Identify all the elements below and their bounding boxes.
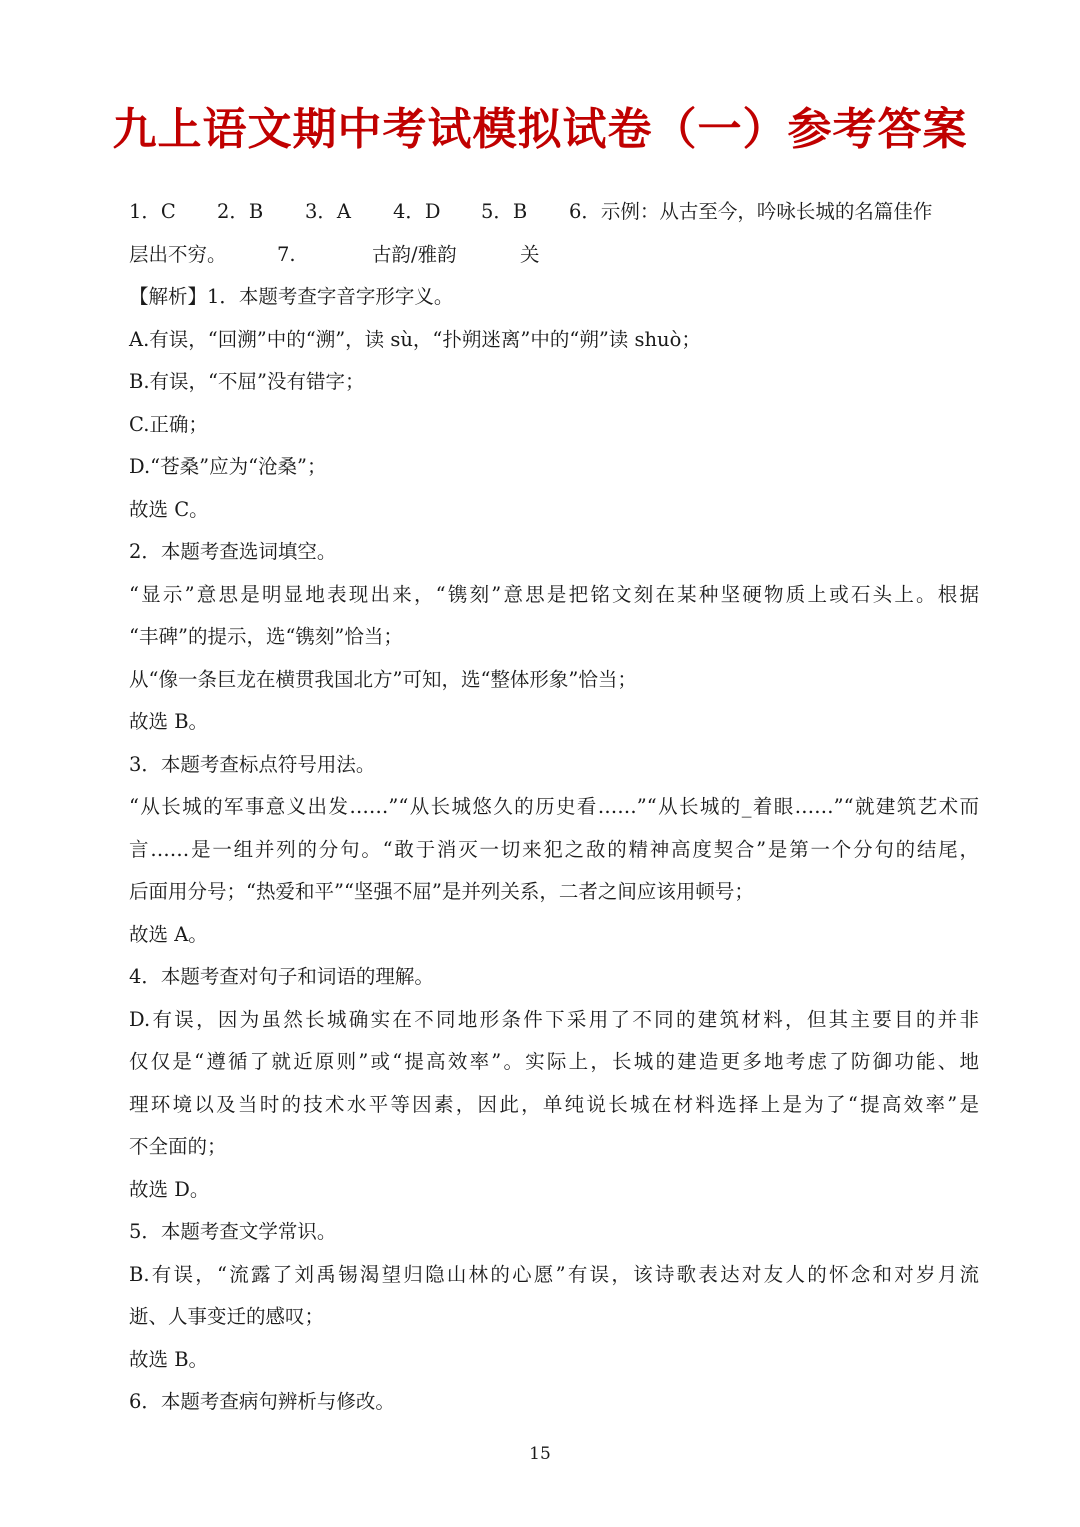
analysis-line: 6．本题考查病句辨析与修改。 (129, 1390, 395, 1413)
analysis-line: 言……是一组并列的分句。“敢于消灭一切来犯之敌的精神高度契合”是第一个分句的结尾， (129, 837, 979, 861)
analysis-line: 故选 D。 (129, 1177, 210, 1201)
answer-6-continued: 层出不穷。 (129, 242, 227, 266)
analysis-line: “显示”意思是明显地表现出来，“镌刻”意思是把铭文刻在某种坚硬物质上或石头上。根据 (129, 582, 979, 606)
answer-content (129, 191, 979, 1424)
answer-4: 4．D (393, 200, 441, 223)
analysis-line: B.有误，“流露了刘禹锡渴望归隐山林的心愿”有误，该诗歌表达对友人的怀念和对岁月流 (129, 1262, 979, 1286)
analysis-line: 【解析】1．本题考查字音字形字义。 (129, 285, 454, 308)
answer-7-blank-1: 古韵/雅韵 (372, 242, 457, 266)
analysis-line: “丰碑”的提示，选“镌刻”恰当； (129, 625, 403, 648)
answer-key-row-2 (129, 234, 979, 277)
analysis-line: 故选 B。 (129, 1347, 209, 1371)
answer-7-blank-2: 关 (520, 242, 540, 266)
analysis-line: 4．本题考查对句子和词语的理解。 (129, 965, 434, 988)
answer-6: 6．示例：从古至今，吟咏长城的名篇佳作 (569, 200, 933, 223)
analysis-line: 后面用分号；“热爱和平”“坚强不屈”是并列关系，二者之间应该用顿号； (129, 880, 754, 903)
analysis-line: 从“像一条巨龙在横贯我国北方”可知，选“整体形象”恰当； (129, 667, 637, 691)
analysis-line: 仅仅是“遵循了就近原则”或“提高效率”。实际上，长城的建造更多地考虑了防御功能、地 (129, 1050, 979, 1073)
analysis-line: 5．本题考查文学常识。 (129, 1220, 337, 1243)
answer-2: 2．B (217, 200, 264, 223)
answer-5: 5．B (481, 200, 528, 223)
page-title: 九上语文期中考试模拟试卷（一）参考答案 (112, 104, 968, 155)
analysis-line: “从长城的军事意义出发……”“从长城悠久的历史看……”“从长城的_着眼……”“就建筑艺术而 (129, 795, 979, 818)
analysis-line: 故选 C。 (129, 497, 209, 521)
analysis-line: 理环境以及当时的技术水平等因素，因此，单纯说长城在材料选择上是为了“提高效率”是 (129, 1092, 979, 1116)
analysis-line: A.有误，“回溯”中的“溯”，读 sù，“扑朔迷离”中的“朔”读 shuò； (129, 327, 701, 351)
analysis-line: B.有误，“不屈”没有错字； (129, 370, 365, 393)
analysis-line: 故选 B。 (129, 710, 209, 733)
analysis-line: D.有误，因为虽然长城确实在不同地形条件下采用了不同的建筑材料，但其主要目的并非 (129, 1007, 979, 1031)
answer-3: 3．A (305, 200, 351, 223)
page-number: 15 (529, 1444, 551, 1464)
analysis-line: 3．本题考查标点符号用法。 (129, 752, 376, 776)
answer-key-row-1 (129, 191, 979, 234)
analysis-line: 2．本题考查选词填空。 (129, 540, 337, 563)
analysis-line: 故选 A。 (129, 922, 208, 946)
analysis-line: D.“苍桑”应为“沧桑”； (129, 455, 327, 478)
analysis-line: C.正确； (129, 412, 208, 436)
answer-1: 1．C (129, 200, 176, 223)
analysis-line: 逝、人事变迁的感叹； (129, 1305, 325, 1328)
answer-7-label: 7. (277, 242, 296, 266)
analysis-line: 不全面的； (129, 1135, 227, 1158)
